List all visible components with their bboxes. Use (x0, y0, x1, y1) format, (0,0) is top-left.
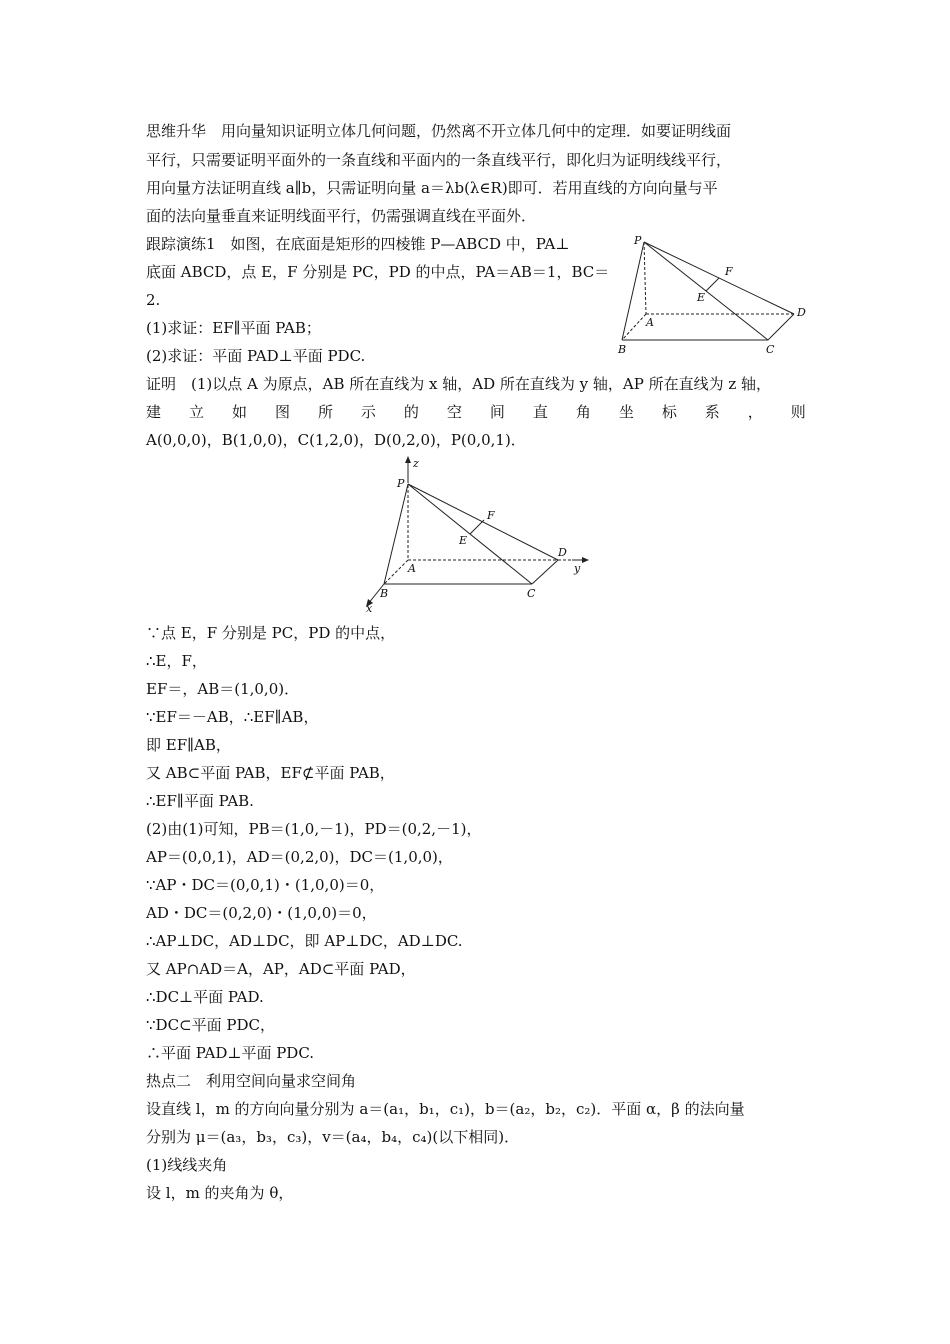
edge-PA (644, 242, 646, 314)
text-line: 面的法向量垂直来证明线面平行，仍需强调直线在平面外． (146, 207, 537, 225)
text-line: 跟踪演练1 如图，在底面是矩形的四棱锥 P—ABCD 中，PA⊥ (146, 235, 570, 253)
label-D: D (797, 306, 806, 319)
char: 的 (403, 403, 419, 421)
char: ， (747, 403, 763, 421)
pyramid-figure-1 (610, 234, 815, 358)
text-line: 设 l，m 的夹角为 θ， (146, 1184, 294, 1202)
y-axis-arrow-icon (582, 557, 589, 563)
text-line: ∴平面 PAD⊥平面 PDC. (146, 1044, 315, 1062)
text-line: 用向量方法证明直线 a∥b，只需证明向量 a＝λb(λ∈R)即可．若用直线的方向向量与平 (146, 179, 718, 197)
char: 如 (231, 403, 247, 421)
char: 所 (317, 403, 333, 421)
char: 标 (661, 403, 677, 421)
text-line: (1)线线夹角 (146, 1156, 228, 1174)
label-B: B (618, 343, 627, 356)
char: 空 (446, 403, 462, 421)
text-line: AD・DC＝(0,2,0)・(1,0,0)＝0， (146, 904, 377, 922)
edge-CD (532, 560, 558, 584)
text-line: (1)求证：EF∥平面 PAB； (146, 319, 321, 337)
label-x: x (366, 602, 373, 612)
section-heading: 热点二 利用空间向量求空间角 (146, 1072, 357, 1090)
char: 直 (532, 403, 548, 421)
text-line: 设直线 l，m 的方向向量分别为 a＝(a₁，b₁，c₁)，b＝(a₂，b₂，c₂)．平面 α，β 的法向量 (146, 1100, 745, 1118)
label-E: E (697, 291, 706, 304)
char: 示 (360, 403, 376, 421)
char: 系 (704, 403, 720, 421)
label-E: E (459, 534, 468, 547)
text-line: 又 AP∩AD＝A，AP，AD⊂平面 PAD， (146, 960, 416, 978)
text-line: 证明 (1)以点 A 为原点，AB 所在直线为 x 轴，AD 所在直线为 y 轴，AP 所在直线为 z 轴， (146, 375, 772, 393)
text-line: 分别为 μ＝(a₃，b₃，c₃)，v＝(a₄，b₄，c₄)(以下相同)． (146, 1128, 520, 1146)
label-y: y (574, 562, 581, 575)
pyramid-figure-2-axes (360, 456, 590, 612)
char: 间 (489, 403, 505, 421)
label-z: z (413, 457, 419, 470)
text-line: ∴EF∥平面 PAB. (146, 792, 254, 810)
edge-PB (384, 484, 408, 584)
text-line: ∵DC⊂平面 PDC， (146, 1016, 275, 1034)
char: 立 (188, 403, 204, 421)
text-line: A(0,0,0)，B(1,0,0)，C(1,2,0)，D(0,2,0)，P(0,0,1)． (146, 431, 526, 449)
text-line: 又 AB⊂平面 PAB，EF⊄平面 PAB， (146, 764, 395, 782)
label-F: F (725, 265, 733, 278)
edge-PD (408, 484, 558, 560)
text-line: 2. (146, 291, 161, 309)
text-line: ∵EF＝－AB，∴EF∥AB， (146, 708, 319, 726)
text-line: ∴E，F， (146, 652, 207, 670)
text-line: 底面 ABCD，点 E，F 分别是 PC，PD 的中点，PA＝AB＝1，BC＝ (146, 263, 610, 281)
text-line: ∴AP⊥DC，AD⊥DC，即 AP⊥DC，AD⊥DC. (146, 932, 463, 950)
label-B: B (380, 587, 389, 600)
text-line: 即 EF∥AB， (146, 736, 231, 754)
edge-AB (622, 314, 646, 340)
text-line: AP＝(0,0,1)，AD＝(0,2,0)，DC＝(1,0,0)， (146, 848, 453, 866)
char: 坐 (618, 403, 634, 421)
text-line: EF＝，AB＝(1,0,0)． (146, 680, 300, 698)
text-line: ∵AP・DC＝(0,0,1)・(1,0,0)＝0， (146, 876, 385, 894)
text-line: 思维升华 用向量知识证明立体几何问题，仍然离不开立体几何中的定理．如要证明线面 (146, 122, 732, 140)
label-D: D (558, 546, 567, 559)
text-line: (2)由(1)可知，PB＝(1,0,－1)，PD＝(0,2,－1)， (146, 820, 482, 838)
char: 角 (575, 403, 591, 421)
char: 则 (790, 403, 806, 421)
label-P: P (634, 234, 642, 247)
label-A: A (646, 316, 654, 329)
z-axis-arrow-icon (405, 456, 411, 463)
label-P: P (397, 477, 405, 490)
label-C: C (766, 343, 775, 356)
text-line: ∴DC⊥平面 PAD. (146, 988, 264, 1006)
segment-EF (706, 278, 719, 291)
char: 图 (274, 403, 290, 421)
text-line: ∵点 E，F 分别是 PC，PD 的中点， (146, 624, 396, 642)
segment-EF (470, 520, 484, 534)
text-line: (2)求证：平面 PAD⊥平面 PDC. (146, 347, 366, 365)
edge-CD (768, 314, 794, 340)
edge-AB (384, 560, 408, 584)
text-line: 平行，只需要证明平面外的一条直线和平面内的一条直线平行，即化归为证明线线平行， (146, 151, 732, 169)
char: 建 (146, 403, 162, 421)
edge-PB (622, 242, 644, 340)
label-A: A (408, 562, 416, 575)
label-C: C (527, 587, 536, 600)
justified-line (146, 402, 806, 422)
label-F: F (487, 509, 495, 522)
